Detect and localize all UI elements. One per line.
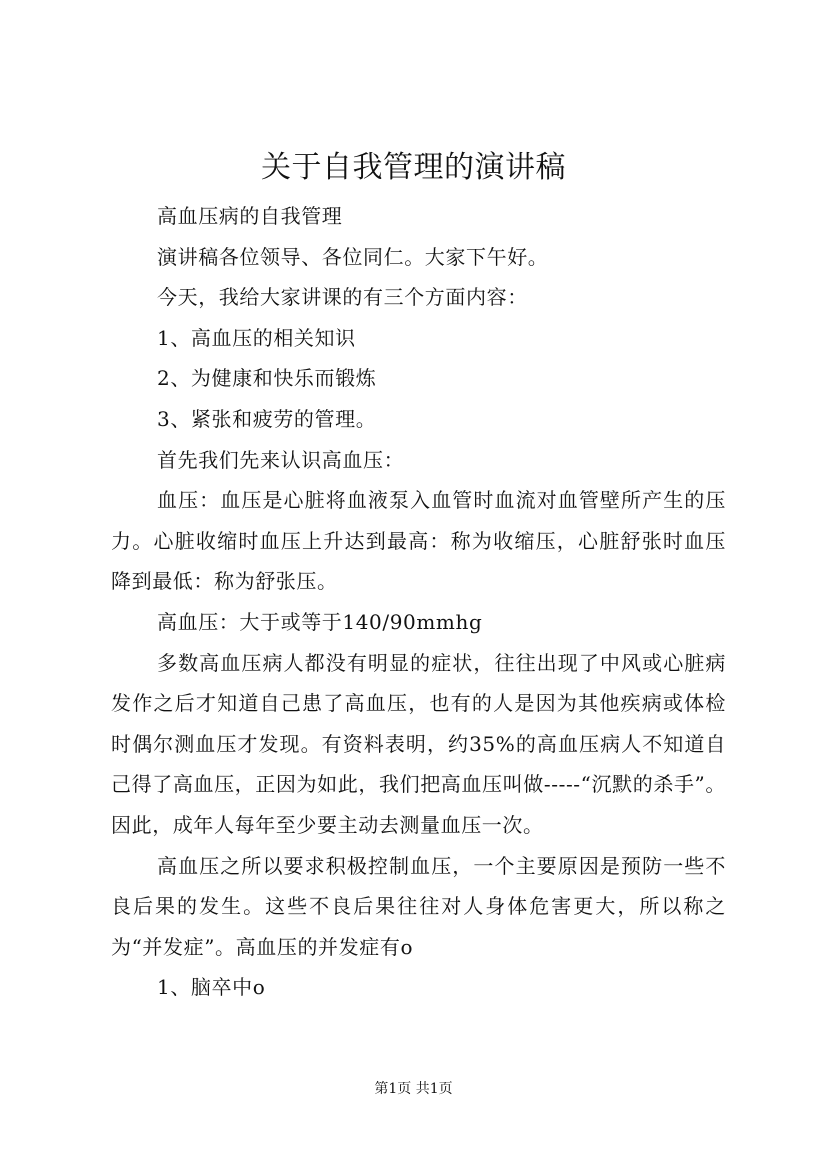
list-item: 1、高血压的相关知识 — [157, 325, 356, 350]
paragraph-section-lead: 首先我们先来认识高血压： — [157, 447, 405, 472]
document-title: 关于自我管理的演讲稿 — [261, 150, 566, 185]
list-item: 3、紧张和疲劳的管理。 — [157, 406, 377, 431]
paragraph-blood-pressure-definition: 血压：血压是心脏将血液泵入血管时血流对血管壁所产生的压力。心脏收缩时血压上升达到最高：称为收缩压，心脏舒张时血压降到最低：称为舒张压。 — [111, 488, 726, 594]
page-footer: 第1页 共1页 — [374, 1081, 453, 1097]
paragraph-hypertension-threshold: 高血压：大于或等于140/90mmhg — [157, 609, 483, 634]
paragraph-greeting: 演讲稿各位领导、各位同仁。大家下午好。 — [157, 244, 549, 269]
list-item: 2、为健康和快乐而锻炼 — [157, 366, 377, 391]
paragraph-intro: 今天，我给大家讲课的有三个方面内容： — [157, 285, 528, 310]
paragraph-complications: 高血压之所以要求积极控制血压，一个主要原因是预防一些不良后果的发生。这些不良后果往往对人身体危害更大，所以称之为“并发症”。高血压的并发症有o — [111, 853, 726, 959]
paragraph-subtitle: 高血压病的自我管理 — [157, 204, 343, 228]
document-body — [111, 196, 726, 1008]
paragraph-silent-killer: 多数高血压病人都没有明显的症状，往往出现了中风或心脏病发作之后才知道自己患了高血压，也有的人是因为其他疾病或体检时偶尔测血压才发现。有资料表明，约35%的高血压病人不知道自己得了高血压，正因为如此，我们把高血压叫做-----“沉默的杀手”。因此，成年人每年至少要主动去测量血压一次。 — [111, 650, 726, 837]
list-item: 1、脑卒中o — [157, 975, 266, 1000]
